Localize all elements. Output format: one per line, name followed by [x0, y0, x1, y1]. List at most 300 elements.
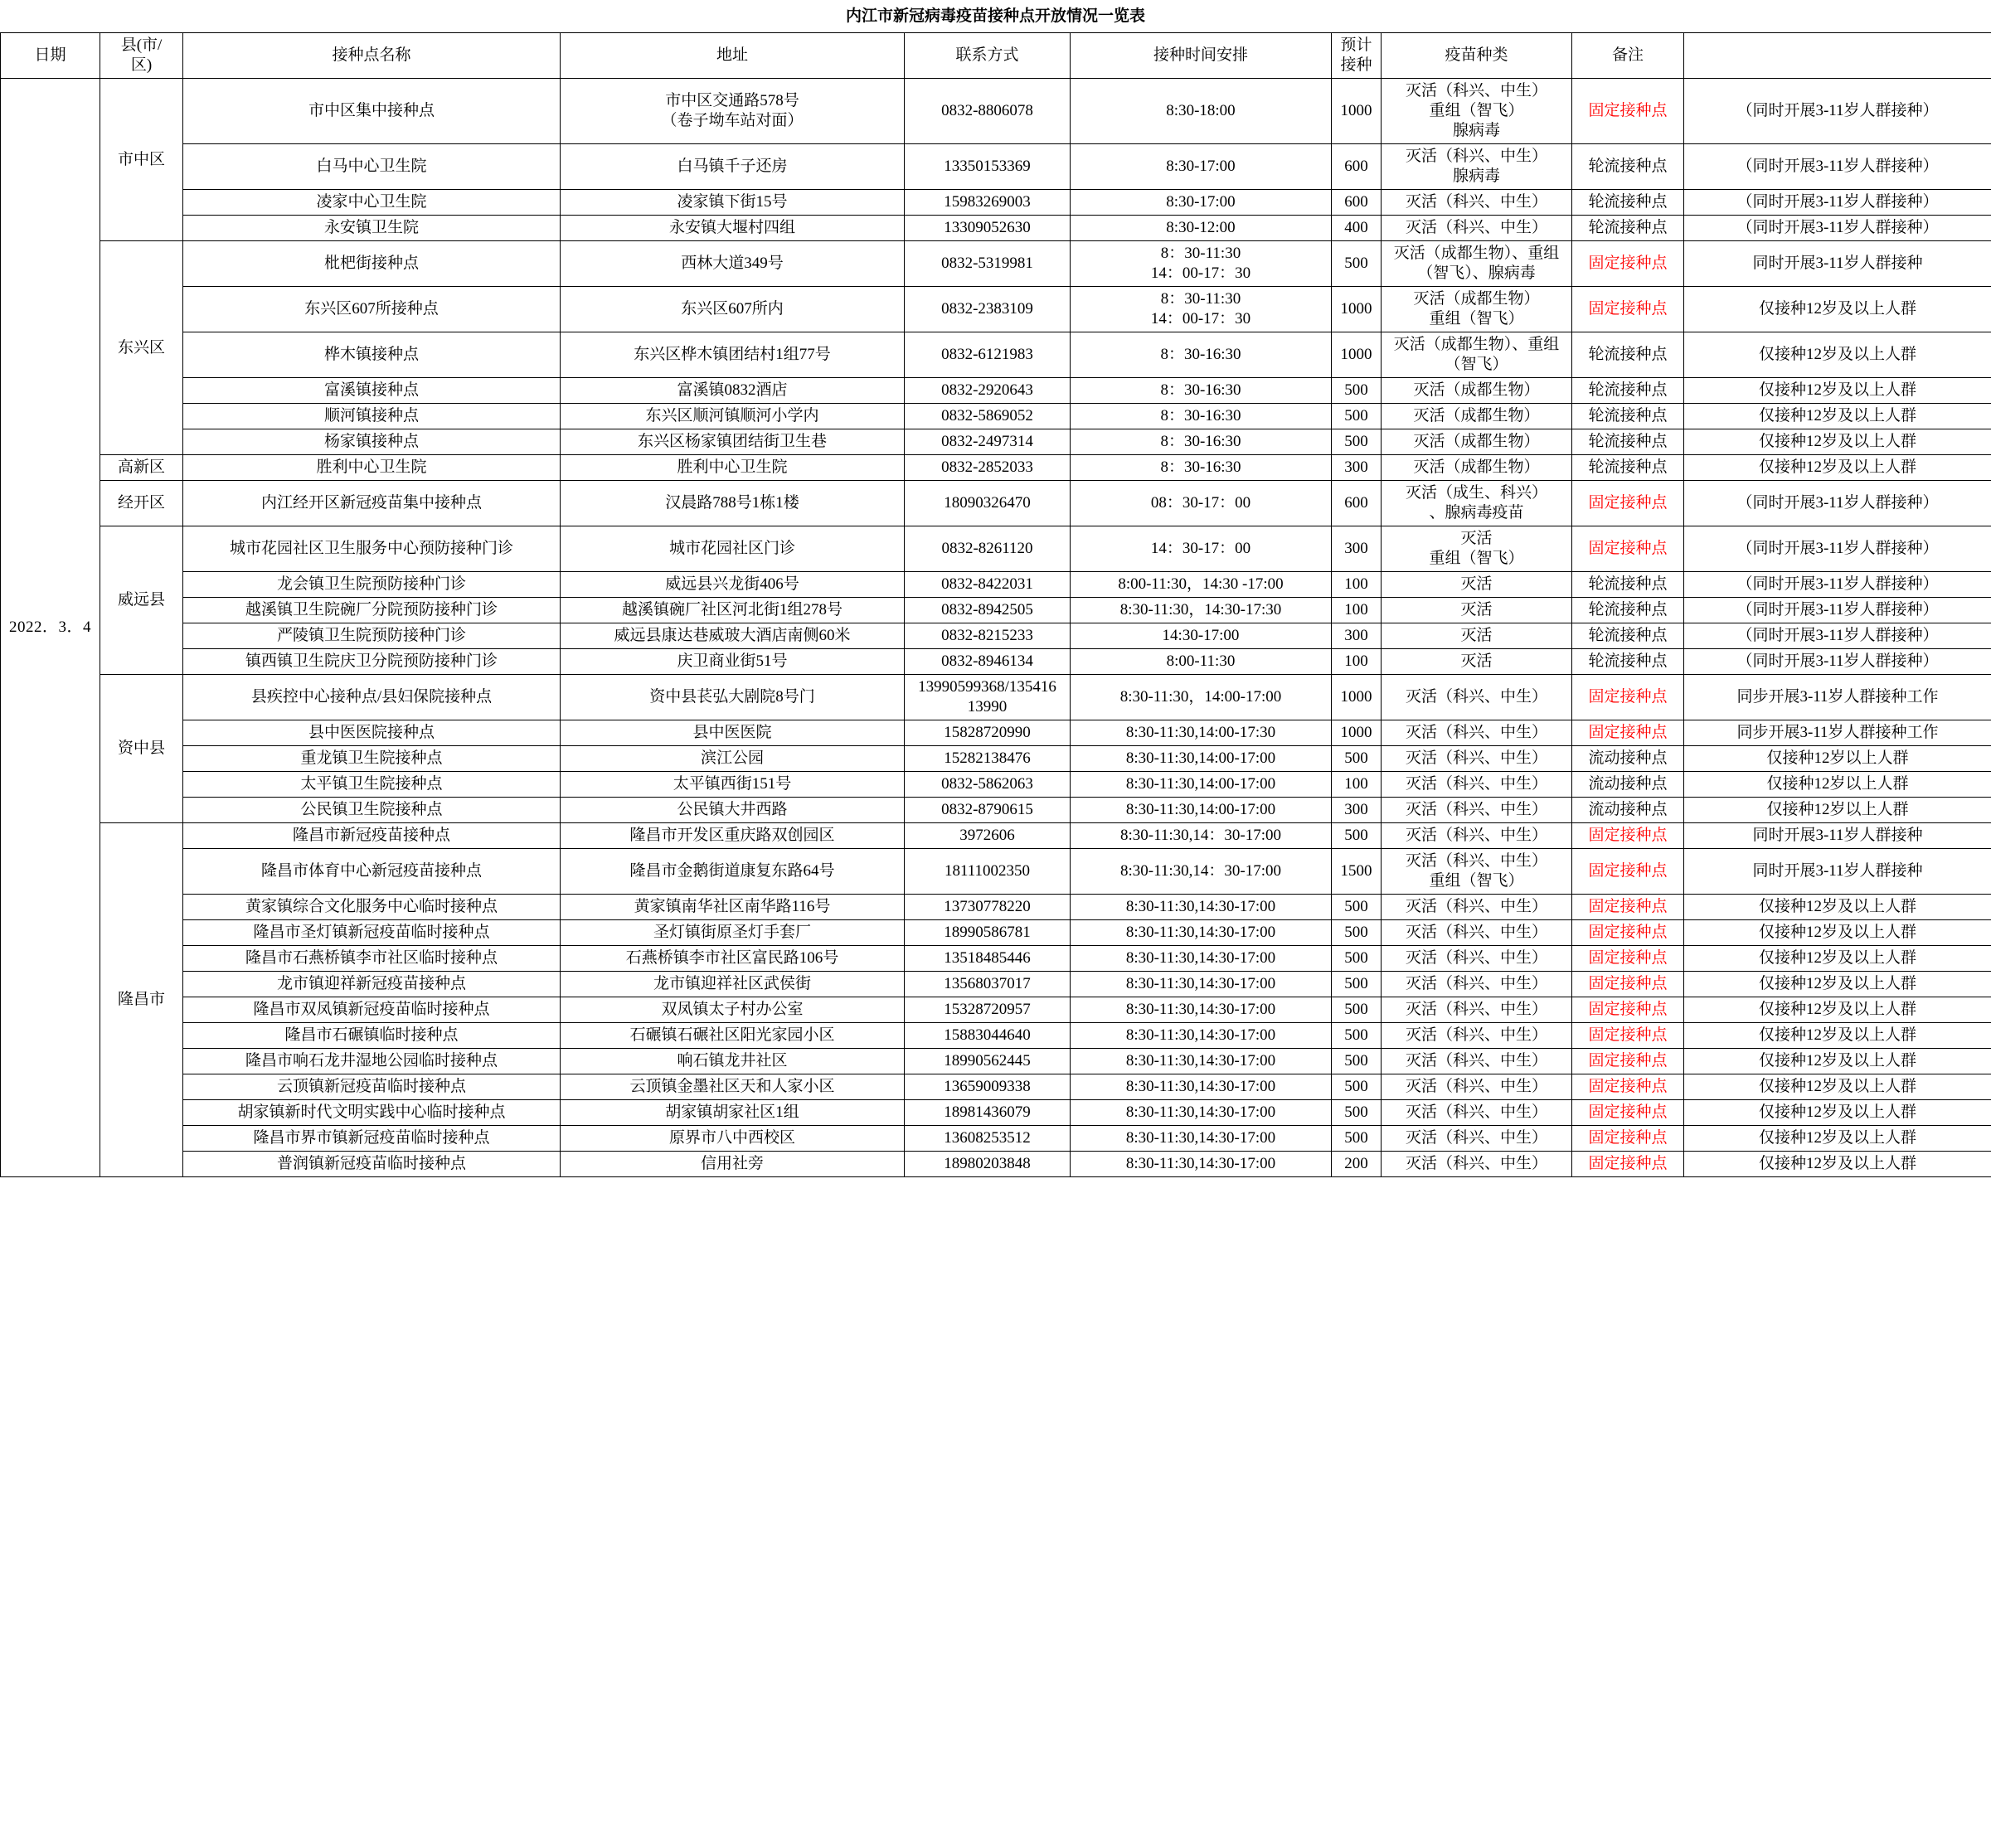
cell-vaccine-type: 灭活（科兴、中生） — [1382, 946, 1572, 972]
cell-note: 固定接种点 — [1572, 241, 1684, 287]
cell-site-name: 县中医医院接种点 — [183, 720, 561, 746]
table-row — [1, 332, 1991, 378]
cell-note: 流动接种点 — [1572, 798, 1684, 823]
cell-address: 威远县兴龙街406号 — [561, 572, 905, 598]
table-row — [1, 798, 1991, 823]
cell-site-name: 龙市镇迎祥新冠疫苗接种点 — [183, 972, 561, 997]
cell-note: 固定接种点 — [1572, 946, 1684, 972]
cell-site-name: 富溪镇接种点 — [183, 378, 561, 404]
cell-site-name: 顺河镇接种点 — [183, 404, 561, 429]
col-header-schedule: 接种时间安排 — [1071, 33, 1332, 79]
cell-schedule: 8:30-11:30,14:30-17:00 — [1071, 997, 1332, 1023]
col-header-county-line2: 区) — [130, 56, 153, 74]
cell-site-name: 镇西镇卫生院庆卫分院预防接种门诊 — [183, 649, 561, 675]
cell-quantity: 500 — [1332, 1126, 1382, 1152]
cell-quantity: 1000 — [1332, 720, 1382, 746]
cell-note: 固定接种点 — [1572, 287, 1684, 332]
cell-site-name: 城市花园社区卫生服务中心预防接种门诊 — [183, 526, 561, 572]
cell-phone: 13730778220 — [905, 895, 1071, 920]
cell-extra-note: 仅接种12岁及以上人群 — [1684, 1049, 1991, 1074]
table-row — [1, 1074, 1991, 1100]
vaccine-line2: 、腺病毒疫苗 — [1429, 504, 1524, 521]
cell-schedule: 8:30-11:30,14:30-17:00 — [1071, 946, 1332, 972]
cell-address: 胡家镇胡家社区1组 — [561, 1100, 905, 1126]
cell-address: 西林大道349号 — [561, 241, 905, 287]
col-header-note: 备注 — [1572, 33, 1684, 79]
cell-quantity: 1000 — [1332, 675, 1382, 720]
cell-schedule: 8：30-16:30 — [1071, 429, 1332, 455]
cell-phone: 13608253512 — [905, 1126, 1071, 1152]
cell-extra-note: （同时开展3-11岁人群接种） — [1684, 598, 1991, 623]
cell-quantity: 500 — [1332, 378, 1382, 404]
cell-note: 轮流接种点 — [1572, 623, 1684, 649]
cell-address: 响石镇龙井社区 — [561, 1049, 905, 1074]
cell-site-name: 云顶镇新冠疫苗临时接种点 — [183, 1074, 561, 1100]
cell-schedule: 8:30-11:30,14:00-17:30 — [1071, 720, 1332, 746]
cell-phone: 0832-8215233 — [905, 623, 1071, 649]
cell-county: 经开区 — [100, 481, 183, 526]
cell-county: 威远县 — [100, 526, 183, 675]
cell-quantity: 500 — [1332, 946, 1382, 972]
col-header-site: 接种点名称 — [183, 33, 561, 79]
cell-site-name: 永安镇卫生院 — [183, 216, 561, 241]
cell-note: 固定接种点 — [1572, 1152, 1684, 1177]
col-header-extra — [1684, 33, 1991, 79]
cell-extra-note: 仅接种12岁及以上人群 — [1684, 972, 1991, 997]
cell-address: 圣灯镇街原圣灯手套厂 — [561, 920, 905, 946]
cell-quantity: 500 — [1332, 920, 1382, 946]
cell-date: 2022．3．4 — [1, 79, 100, 1177]
cell-extra-note: 同步开展3-11岁人群接种工作 — [1684, 720, 1991, 746]
cell-extra-note: 仅接种12岁及以上人群 — [1684, 895, 1991, 920]
cell-quantity: 500 — [1332, 1023, 1382, 1049]
cell-extra-note: 同步开展3-11岁人群接种工作 — [1684, 675, 1991, 720]
cell-phone: 0832-6121983 — [905, 332, 1071, 378]
cell-vaccine-type — [1382, 526, 1572, 572]
cell-phone: 13659009338 — [905, 1074, 1071, 1100]
cell-quantity: 100 — [1332, 572, 1382, 598]
vaccine-line2: 重组（智飞） — [1429, 550, 1524, 567]
cell-vaccine-type — [1382, 481, 1572, 526]
cell-site-name: 公民镇卫生院接种点 — [183, 798, 561, 823]
cell-extra-note: （同时开展3-11岁人群接种） — [1684, 526, 1991, 572]
cell-extra-note: 仅接种12岁以上人群 — [1684, 798, 1991, 823]
cell-note: 固定接种点 — [1572, 675, 1684, 720]
cell-county: 高新区 — [100, 455, 183, 481]
cell-note: 轮流接种点 — [1572, 216, 1684, 241]
cell-schedule: 8:30-11:30,14:30-17:00 — [1071, 1100, 1332, 1126]
cell-schedule: 8:30-11:30,14:30-17:00 — [1071, 895, 1332, 920]
cell-note: 固定接种点 — [1572, 823, 1684, 849]
cell-vaccine-type: 灭活 — [1382, 623, 1572, 649]
cell-phone: 13309052630 — [905, 216, 1071, 241]
cell-vaccine-type: 灭活（科兴、中生） — [1382, 746, 1572, 772]
address-line2: （卷子坳车站对面） — [661, 112, 804, 129]
cell-quantity: 300 — [1332, 526, 1382, 572]
cell-note: 轮流接种点 — [1572, 649, 1684, 675]
cell-address: 富溪镇0832酒店 — [561, 378, 905, 404]
cell-site-name: 重龙镇卫生院接种点 — [183, 746, 561, 772]
cell-phone: 0832-2497314 — [905, 429, 1071, 455]
cell-phone: 15983269003 — [905, 190, 1071, 216]
table-row — [1, 1023, 1991, 1049]
cell-quantity: 1000 — [1332, 287, 1382, 332]
cell-vaccine-type: 灭活（科兴、中生） — [1382, 798, 1572, 823]
col-header-address: 地址 — [561, 33, 905, 79]
cell-address: 黄家镇南华社区南华路116号 — [561, 895, 905, 920]
cell-vaccine-type: 灭活（科兴、中生） — [1382, 1152, 1572, 1177]
cell-phone: 15828720990 — [905, 720, 1071, 746]
table-row — [1, 649, 1991, 675]
cell-phone: 18111002350 — [905, 849, 1071, 895]
cell-extra-note: 同时开展3-11岁人群接种 — [1684, 849, 1991, 895]
cell-vaccine-type: 灭活（成都生物） — [1382, 455, 1572, 481]
table-row — [1, 287, 1991, 332]
table-row — [1, 481, 1991, 526]
cell-extra-note: 同时开展3-11岁人群接种 — [1684, 241, 1991, 287]
cell-vaccine-type — [1382, 79, 1572, 144]
cell-note: 轮流接种点 — [1572, 455, 1684, 481]
cell-extra-note: 仅接种12岁以上人群 — [1684, 772, 1991, 798]
cell-quantity: 500 — [1332, 404, 1382, 429]
cell-county: 资中县 — [100, 675, 183, 823]
vaccine-line2: 重组（智飞） — [1429, 872, 1524, 890]
table-row — [1, 623, 1991, 649]
cell-address: 隆昌市金鹅街道康复东路64号 — [561, 849, 905, 895]
cell-address: 东兴区顺河镇顺河小学内 — [561, 404, 905, 429]
cell-site-name: 严陵镇卫生院预防接种门诊 — [183, 623, 561, 649]
cell-site-name: 隆昌市石碾镇临时接种点 — [183, 1023, 561, 1049]
cell-vaccine-type — [1382, 144, 1572, 190]
vaccine-line1: 灭活（成都生物） — [1413, 290, 1540, 308]
cell-phone: 0832-8790615 — [905, 798, 1071, 823]
cell-schedule: 8:30-11:30,14:00-17:00 — [1071, 772, 1332, 798]
cell-address: 东兴区桦木镇团结村1组77号 — [561, 332, 905, 378]
cell-address: 原界市八中西校区 — [561, 1126, 905, 1152]
table-row — [1, 997, 1991, 1023]
cell-address: 公民镇大井西路 — [561, 798, 905, 823]
table-row — [1, 675, 1991, 720]
cell-note: 固定接种点 — [1572, 895, 1684, 920]
cell-phone: 18990562445 — [905, 1049, 1071, 1074]
cell-address: 东兴区607所内 — [561, 287, 905, 332]
cell-schedule: 8：30-16:30 — [1071, 378, 1332, 404]
table-row — [1, 946, 1991, 972]
cell-quantity: 600 — [1332, 190, 1382, 216]
cell-address: 滨江公园 — [561, 746, 905, 772]
cell-extra-note: （同时开展3-11岁人群接种） — [1684, 572, 1991, 598]
cell-vaccine-type: 灭活 — [1382, 649, 1572, 675]
cell-extra-note: 仅接种12岁及以上人群 — [1684, 946, 1991, 972]
cell-quantity: 600 — [1332, 481, 1382, 526]
cell-schedule: 8:30-11:30,14：30-17:00 — [1071, 849, 1332, 895]
vaccine-line1: 灭活（科兴、中生） — [1405, 82, 1547, 99]
address-line1: 市中区交通路578号 — [665, 92, 799, 109]
cell-schedule: 8：30-16:30 — [1071, 332, 1332, 378]
table-body — [1, 79, 1991, 1177]
vaccine-line3: 腺病毒 — [1452, 122, 1500, 139]
cell-address: 资中县苌弘大剧院8号门 — [561, 675, 905, 720]
cell-address: 威远县康达巷威玻大酒店南侧60米 — [561, 623, 905, 649]
cell-schedule: 8:30-17:00 — [1071, 144, 1332, 190]
table-row — [1, 1126, 1991, 1152]
cell-quantity: 1000 — [1332, 79, 1382, 144]
cell-extra-note: （同时开展3-11岁人群接种） — [1684, 649, 1991, 675]
cell-extra-note: 仅接种12岁及以上人群 — [1684, 1074, 1991, 1100]
cell-quantity: 100 — [1332, 772, 1382, 798]
cell-schedule: 8:30-11:30,14:30-17:00 — [1071, 972, 1332, 997]
cell-quantity: 500 — [1332, 1049, 1382, 1074]
cell-note: 固定接种点 — [1572, 1049, 1684, 1074]
cell-site-name: 太平镇卫生院接种点 — [183, 772, 561, 798]
cell-quantity: 500 — [1332, 1074, 1382, 1100]
cell-vaccine-type: 灭活（科兴、中生） — [1382, 1023, 1572, 1049]
cell-schedule: 8:30-12:00 — [1071, 216, 1332, 241]
cell-phone: 3972606 — [905, 823, 1071, 849]
cell-vaccine-type: 灭活（科兴、中生） — [1382, 1100, 1572, 1126]
cell-site-name: 凌家中心卫生院 — [183, 190, 561, 216]
cell-schedule: 8:30-11:30，14:30-17:30 — [1071, 598, 1332, 623]
cell-schedule: 8:00-11:30，14:30 -17:00 — [1071, 572, 1332, 598]
cell-site-name: 越溪镇卫生院碗厂分院预防接种门诊 — [183, 598, 561, 623]
cell-address: 东兴区杨家镇团结街卫生巷 — [561, 429, 905, 455]
cell-note: 轮流接种点 — [1572, 378, 1684, 404]
cell-vaccine-type: 灭活（科兴、中生） — [1382, 216, 1572, 241]
cell-phone: 0832-8806078 — [905, 79, 1071, 144]
cell-note: 轮流接种点 — [1572, 144, 1684, 190]
cell-address: 凌家镇下街15号 — [561, 190, 905, 216]
cell-schedule: 8：30-16:30 — [1071, 455, 1332, 481]
cell-site-name: 龙会镇卫生院预防接种门诊 — [183, 572, 561, 598]
cell-quantity: 500 — [1332, 429, 1382, 455]
cell-phone: 18980203848 — [905, 1152, 1071, 1177]
cell-address: 越溪镇碗厂社区河北街1组278号 — [561, 598, 905, 623]
vaccine-line2: 重组（智飞） — [1429, 310, 1524, 327]
cell-phone: 15883044640 — [905, 1023, 1071, 1049]
table-row — [1, 190, 1991, 216]
cell-site-name: 隆昌市体育中心新冠疫苗接种点 — [183, 849, 561, 895]
cell-quantity: 500 — [1332, 746, 1382, 772]
cell-address: 云顶镇金墨社区天和人家小区 — [561, 1074, 905, 1100]
cell-site-name: 隆昌市圣灯镇新冠疫苗临时接种点 — [183, 920, 561, 946]
cell-note: 轮流接种点 — [1572, 404, 1684, 429]
cell-vaccine-type — [1382, 287, 1572, 332]
table-row — [1, 378, 1991, 404]
cell-phone: 18090326470 — [905, 481, 1071, 526]
cell-vaccine-type: 灭活（科兴、中生） — [1382, 972, 1572, 997]
phone-line1: 13990599368/135416 — [918, 678, 1056, 696]
cell-vaccine-type: 灭活（科兴、中生） — [1382, 895, 1572, 920]
cell-phone — [905, 675, 1071, 720]
table-row — [1, 720, 1991, 746]
cell-extra-note: 仅接种12岁及以上人群 — [1684, 920, 1991, 946]
cell-quantity: 600 — [1332, 144, 1382, 190]
cell-address: 庆卫商业街51号 — [561, 649, 905, 675]
cell-vaccine-type: 灭活（成都生物） — [1382, 404, 1572, 429]
cell-extra-note: 仅接种12岁及以上人群 — [1684, 997, 1991, 1023]
table-row — [1, 526, 1991, 572]
cell-extra-note: 仅接种12岁及以上人群 — [1684, 287, 1991, 332]
cell-note: 固定接种点 — [1572, 849, 1684, 895]
cell-schedule: 8:00-11:30 — [1071, 649, 1332, 675]
cell-vaccine-type: 灭活（科兴、中生） — [1382, 720, 1572, 746]
cell-site-name: 县疾控中心接种点/县妇保院接种点 — [183, 675, 561, 720]
phone-line2: 13990 — [967, 698, 1008, 715]
cell-phone: 18981436079 — [905, 1100, 1071, 1126]
cell-quantity: 500 — [1332, 972, 1382, 997]
cell-schedule: 14：30-17：00 — [1071, 526, 1332, 572]
cell-site-name: 普润镇新冠疫苗临时接种点 — [183, 1152, 561, 1177]
cell-quantity: 500 — [1332, 997, 1382, 1023]
cell-vaccine-type: 灭活（成都生物） — [1382, 378, 1572, 404]
cell-quantity: 500 — [1332, 241, 1382, 287]
table-row — [1, 920, 1991, 946]
cell-vaccine-type — [1382, 849, 1572, 895]
cell-extra-note: 仅接种12岁及以上人群 — [1684, 1023, 1991, 1049]
cell-phone: 0832-8942505 — [905, 598, 1071, 623]
cell-address: 石碾镇石碾社区阳光家园小区 — [561, 1023, 905, 1049]
table-row — [1, 429, 1991, 455]
cell-schedule: 8:30-11:30,14:00-17:00 — [1071, 798, 1332, 823]
cell-note: 轮流接种点 — [1572, 572, 1684, 598]
cell-county: 东兴区 — [100, 241, 183, 455]
cell-note: 固定接种点 — [1572, 920, 1684, 946]
cell-phone: 0832-5862063 — [905, 772, 1071, 798]
cell-county: 市中区 — [100, 79, 183, 241]
cell-note: 轮流接种点 — [1572, 598, 1684, 623]
cell-quantity: 1000 — [1332, 332, 1382, 378]
cell-phone: 0832-5869052 — [905, 404, 1071, 429]
cell-phone: 0832-8946134 — [905, 649, 1071, 675]
cell-vaccine-type: 灭活（科兴、中生） — [1382, 1126, 1572, 1152]
cell-extra-note: 仅接种12岁及以上人群 — [1684, 429, 1991, 455]
cell-quantity: 400 — [1332, 216, 1382, 241]
cell-extra-note: 仅接种12岁及以上人群 — [1684, 455, 1991, 481]
cell-schedule — [1071, 287, 1332, 332]
cell-phone: 13518485446 — [905, 946, 1071, 972]
cell-schedule: 8:30-11:30，14:00-17:00 — [1071, 675, 1332, 720]
col-header-quantity-line1: 预计 — [1340, 36, 1372, 54]
cell-site-name: 白马中心卫生院 — [183, 144, 561, 190]
table-row — [1, 404, 1991, 429]
cell-vaccine-type: 灭活（科兴、中生） — [1382, 675, 1572, 720]
table-row — [1, 746, 1991, 772]
cell-site-name: 胡家镇新时代文明实践中心临时接种点 — [183, 1100, 561, 1126]
vaccine-line1: 灭活（成生、科兴） — [1405, 484, 1547, 502]
schedule-line1: 8：30-11:30 — [1160, 245, 1241, 262]
table-row — [1, 572, 1991, 598]
cell-extra-note: （同时开展3-11岁人群接种） — [1684, 623, 1991, 649]
cell-note: 流动接种点 — [1572, 746, 1684, 772]
cell-vaccine-type: 灭活（成都生物）、重组（智飞）、腺病毒 — [1382, 241, 1572, 287]
col-header-quantity-line2: 接种 — [1340, 56, 1372, 74]
vaccine-line2: 重组（智飞） — [1429, 102, 1524, 119]
cell-vaccine-type: 灭活（科兴、中生） — [1382, 190, 1572, 216]
table-header — [1, 33, 1991, 79]
cell-site-name: 市中区集中接种点 — [183, 79, 561, 144]
page-title: 内江市新冠病毒疫苗接种点开放情况一览表 — [845, 7, 1145, 25]
table-row — [1, 895, 1991, 920]
cell-vaccine-type: 灭活（科兴、中生） — [1382, 920, 1572, 946]
cell-note: 固定接种点 — [1572, 720, 1684, 746]
cell-extra-note: （同时开展3-11岁人群接种） — [1684, 79, 1991, 144]
cell-quantity: 300 — [1332, 798, 1382, 823]
cell-schedule: 8:30-18:00 — [1071, 79, 1332, 144]
cell-extra-note: 仅接种12岁以上人群 — [1684, 746, 1991, 772]
vaccine-line1: 灭活 — [1460, 530, 1493, 547]
table-row — [1, 79, 1991, 144]
cell-quantity: 300 — [1332, 455, 1382, 481]
table-row — [1, 772, 1991, 798]
cell-vaccine-type: 灭活 — [1382, 598, 1572, 623]
cell-note: 固定接种点 — [1572, 1126, 1684, 1152]
table-row — [1, 455, 1991, 481]
cell-extra-note: 同时开展3-11岁人群接种 — [1684, 823, 1991, 849]
cell-extra-note: （同时开展3-11岁人群接种） — [1684, 216, 1991, 241]
cell-site-name: 胜利中心卫生院 — [183, 455, 561, 481]
cell-extra-note: 仅接种12岁及以上人群 — [1684, 1100, 1991, 1126]
cell-site-name: 隆昌市双凤镇新冠疫苗临时接种点 — [183, 997, 561, 1023]
table-row — [1, 144, 1991, 190]
cell-quantity: 100 — [1332, 649, 1382, 675]
cell-extra-note: 仅接种12岁及以上人群 — [1684, 1126, 1991, 1152]
cell-vaccine-type: 灭活（成都生物）、重组（智飞） — [1382, 332, 1572, 378]
cell-site-name: 隆昌市新冠疫苗接种点 — [183, 823, 561, 849]
cell-quantity: 300 — [1332, 623, 1382, 649]
table-row — [1, 823, 1991, 849]
schedule-line2: 14：00-17：30 — [1150, 310, 1251, 327]
cell-schedule: 8:30-11:30,14:30-17:00 — [1071, 1023, 1332, 1049]
cell-site-name: 枇杷街接种点 — [183, 241, 561, 287]
cell-extra-note: 仅接种12岁及以上人群 — [1684, 378, 1991, 404]
vaccine-line2: 腺病毒 — [1452, 167, 1500, 185]
cell-note: 固定接种点 — [1572, 1100, 1684, 1126]
vaccine-line1: 灭活（科兴、中生） — [1405, 148, 1547, 165]
cell-address: 信用社旁 — [561, 1152, 905, 1177]
cell-schedule: 8:30-17:00 — [1071, 190, 1332, 216]
col-header-county-line1: 县(市/ — [120, 36, 163, 54]
cell-phone: 18990586781 — [905, 920, 1071, 946]
cell-address: 双凤镇太子村办公室 — [561, 997, 905, 1023]
cell-note: 固定接种点 — [1572, 526, 1684, 572]
vaccination-sites-table — [0, 32, 1991, 1177]
table-row — [1, 216, 1991, 241]
cell-county: 隆昌市 — [100, 823, 183, 1177]
cell-extra-note: （同时开展3-11岁人群接种） — [1684, 481, 1991, 526]
cell-phone: 15282138476 — [905, 746, 1071, 772]
cell-note: 轮流接种点 — [1572, 429, 1684, 455]
table-row — [1, 598, 1991, 623]
cell-address: 太平镇西街151号 — [561, 772, 905, 798]
cell-phone: 0832-2383109 — [905, 287, 1071, 332]
cell-address: 石燕桥镇李市社区富民路106号 — [561, 946, 905, 972]
cell-phone: 0832-5319981 — [905, 241, 1071, 287]
cell-vaccine-type: 灭活 — [1382, 572, 1572, 598]
cell-note: 固定接种点 — [1572, 997, 1684, 1023]
cell-schedule: 8:30-11:30,14:30-17:00 — [1071, 920, 1332, 946]
cell-schedule: 8:30-11:30,14:00-17:00 — [1071, 746, 1332, 772]
cell-schedule: 8:30-11:30,14:30-17:00 — [1071, 1152, 1332, 1177]
cell-schedule: 8:30-11:30,14:30-17:00 — [1071, 1074, 1332, 1100]
cell-quantity: 500 — [1332, 1100, 1382, 1126]
cell-quantity: 500 — [1332, 895, 1382, 920]
cell-site-name: 隆昌市石燕桥镇李市社区临时接种点 — [183, 946, 561, 972]
table-row — [1, 849, 1991, 895]
cell-phone: 0832-8422031 — [905, 572, 1071, 598]
cell-address: 胜利中心卫生院 — [561, 455, 905, 481]
cell-schedule: 8:30-11:30,14:30-17:00 — [1071, 1126, 1332, 1152]
table-row — [1, 1152, 1991, 1177]
